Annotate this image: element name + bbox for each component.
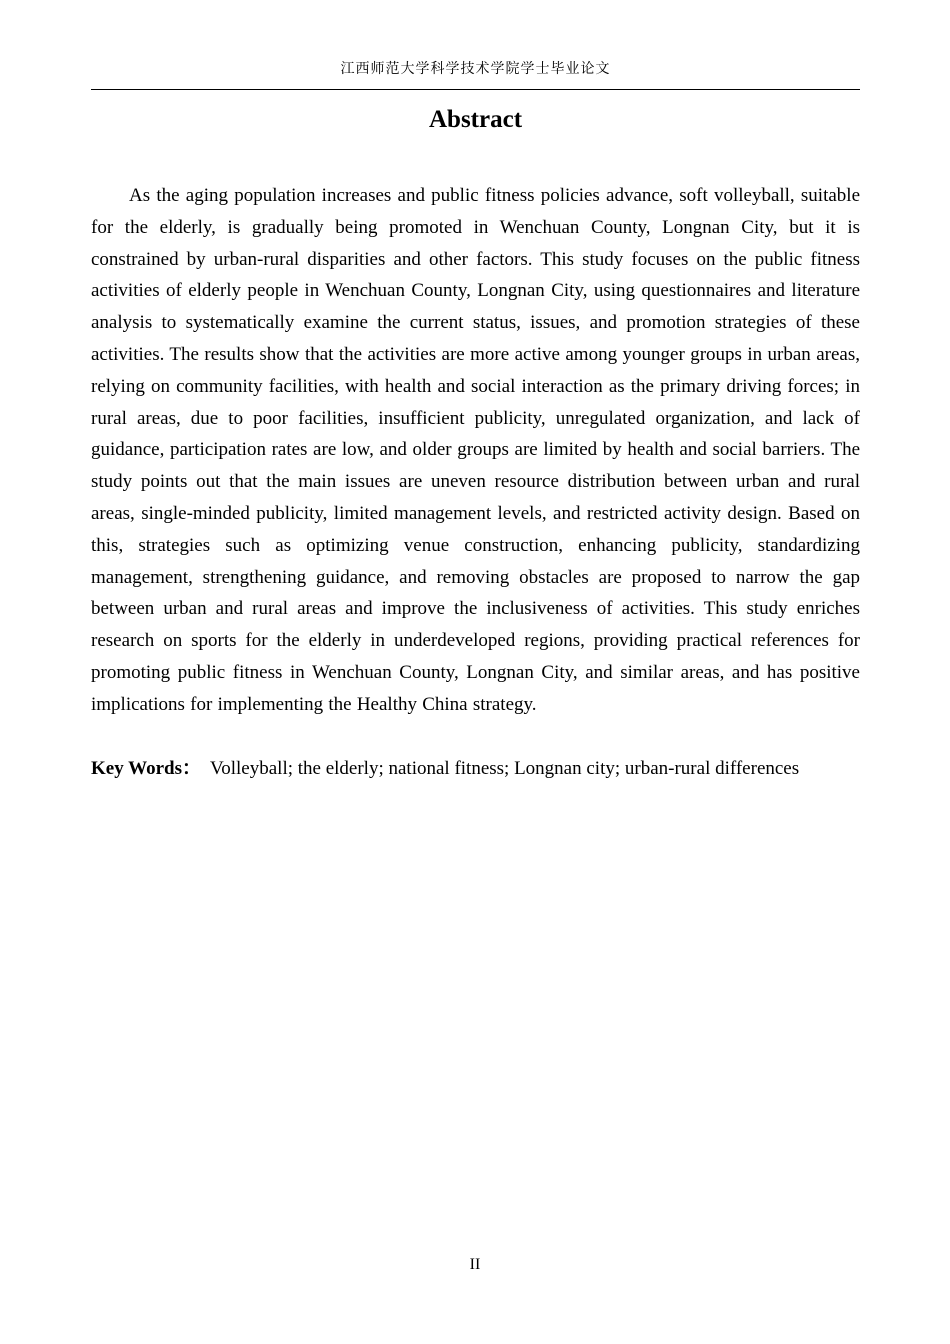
page-footer (0, 1256, 950, 1274)
page-header (91, 58, 860, 90)
header-text: 江西师范大学科学技术学院学士毕业论文 (340, 62, 611, 77)
page-title: Abstract (428, 106, 523, 133)
abstract-paragraph: As the aging population increases and public fitness policies advance, soft volleyball, suitable for the elderly, is gradually being promoted in Wenchuan County, Longnan City, but it is constrained by urban-rural disparities and other factors. This study focuses on the public fitness activities of elderly people in Wenchuan County, Longnan City, using questionnaires and literature analysis to systematically examine the current status, issues, and promotion strategies of these activities. The results show that the activities are more active among younger groups in urban areas, relying on community facilities, with health and social interaction as the primary driving forces; in rural areas, due to poor facilities, insufficient publicity, unregulated organization, and lack of guidance, participation rates are low, and older groups are limited by health and social barriers. The study points out that the main issues are uneven resource distribution between urban and rural areas, single-minded publicity, limited management levels, and restricted activity design. Based on this, strategies such as optimizing venue construction, enhancing publicity, standardizing management, strengthening guidance, and removing obstacles are proposed to narrow the gap between urban and rural areas and improve the inclusiveness of activities. This study enriches research on sports for the elderly in underdeveloped regions, providing practical references for promoting public fitness in Wenchuan County, Longnan City, and similar areas, and has positive implications for implementing the Healthy China strategy. (91, 185, 860, 715)
keywords-label: Key Words： (91, 757, 201, 779)
page-number: II (469, 1256, 481, 1273)
keywords-line (91, 753, 860, 785)
keywords-text: Volleyball; the elderly; national fitness; Longnan city; urban-rural differences (209, 757, 800, 779)
